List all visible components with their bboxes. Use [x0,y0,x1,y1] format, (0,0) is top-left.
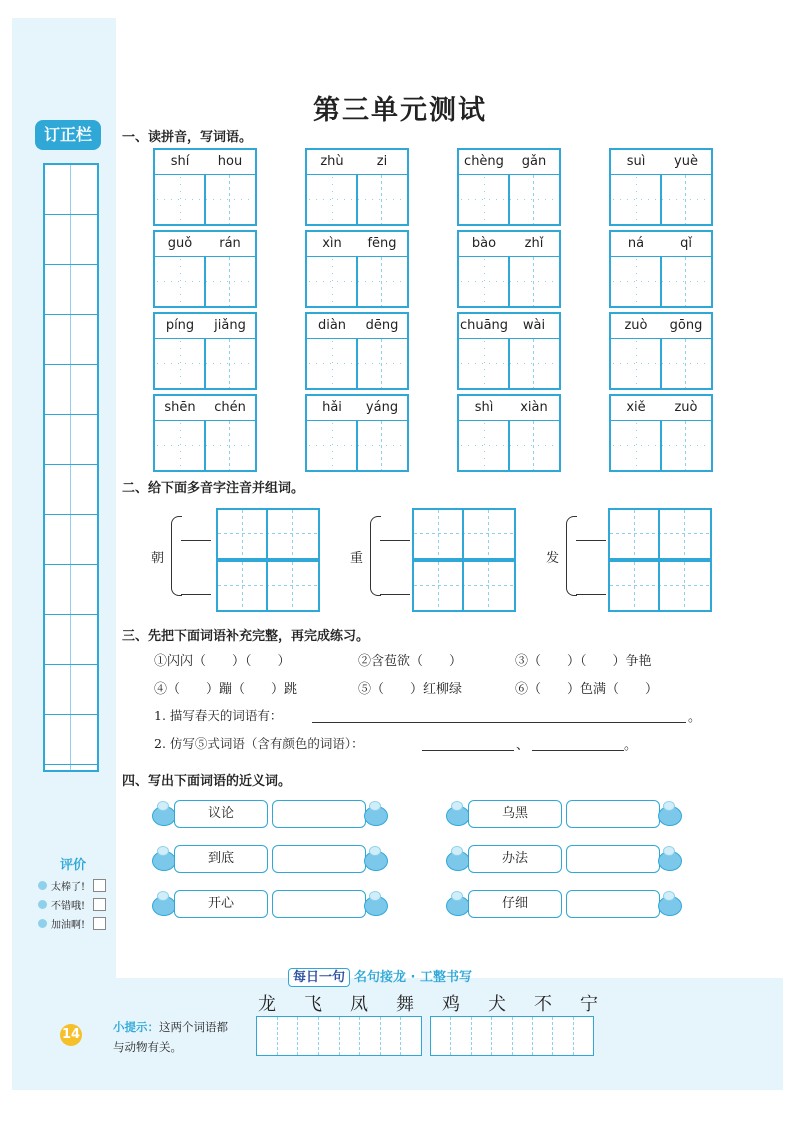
writing-cells[interactable] [611,257,711,306]
pinyin-writing-box[interactable] [609,394,713,472]
pinyin-row [307,314,407,339]
synonym-answer-box[interactable] [272,800,366,828]
pinyin-syllable: guǒ [167,236,193,251]
bee-icon [152,806,176,826]
hint-text-1: 这两个词语都 [159,1020,228,1034]
pinyin-syllable: fēng [367,236,397,251]
idiom-chars [258,990,598,1016]
pinyin-syllable: gōng [669,318,703,333]
writing-cells[interactable] [611,339,711,388]
pinyin-syllable: chuāng [459,318,509,333]
pinyin-blank[interactable] [380,540,410,541]
pinyin-syllable: dēng [365,318,399,333]
brace [370,516,381,596]
pinyin-row [155,232,255,257]
pinyin-row [307,232,407,257]
pinyin-syllable: zi [376,154,388,169]
question-2-end: 。 [624,738,638,753]
pinyin-row [611,232,711,257]
evaluation-title: 评价 [60,858,87,873]
pinyin-syllable: shì [474,400,494,415]
pinyin-row [307,150,407,175]
synonym-answer-box[interactable] [566,890,660,918]
synonym-word: 仔细 [468,890,562,918]
pinyin-syllable: shí [170,154,190,169]
pinyin-writing-box[interactable] [609,312,713,390]
word-writing-box[interactable] [216,508,320,560]
word-writing-box[interactable] [412,508,516,560]
writing-cells[interactable] [459,175,559,224]
pinyin-syllable: shēn [164,400,196,415]
pinyin-syllable: rán [219,236,241,251]
writing-cells[interactable] [307,175,407,224]
synonym-answer-box[interactable] [566,800,660,828]
exercise-item-1: ①闪闪（ ）（ ） [154,654,291,669]
exercise-item-2: ②含苞欲（ ） [358,654,463,669]
pinyin-syllable: zuò [674,400,698,415]
pinyin-writing-box[interactable] [305,312,409,390]
writing-cells[interactable] [155,175,255,224]
pinyin-row [611,150,711,175]
hint [113,1017,263,1057]
writing-cells[interactable] [307,339,407,388]
bee-icon [364,896,388,916]
writing-grid-right[interactable] [430,1016,594,1056]
pinyin-row [611,314,711,339]
pinyin-syllable: zhǐ [524,236,544,251]
pinyin-syllable: wài [522,318,546,333]
synonym-word: 乌黑 [468,800,562,828]
pinyin-syllable: xìn [322,236,342,251]
word-writing-box[interactable] [412,560,516,612]
pinyin-syllable: xiě [626,400,646,415]
pinyin-blank[interactable] [576,540,606,541]
answer-line-1[interactable] [312,722,686,723]
writing-cells[interactable] [155,257,255,306]
idiom-char: 舞 [396,994,414,1015]
pinyin-syllable: chèng [464,154,504,169]
pinyin-row [459,232,559,257]
pinyin-writing-box[interactable] [153,148,257,226]
pinyin-row [155,150,255,175]
pinyin-blank[interactable] [576,594,606,595]
pinyin-syllable: jiǎng [214,318,246,333]
pinyin-syllable: yuè [674,154,698,169]
bee-icon [446,896,470,916]
question-2-sep: 、 [516,738,530,753]
exercise-item-6: ⑥（ ）色满（ ） [515,682,659,697]
eval-checkbox[interactable] [93,898,106,911]
pinyin-writing-box[interactable] [305,394,409,472]
polyphone-char: 重 [350,551,364,566]
page-number: 14 [60,1024,82,1046]
word-writing-box[interactable] [608,560,712,612]
pinyin-writing-box[interactable] [153,230,257,308]
writing-cells[interactable] [611,421,711,470]
brace [171,516,182,596]
eval-option-1[interactable]: 太棒了! [38,878,106,893]
synonym-answer-box[interactable] [272,890,366,918]
pinyin-syllable: qǐ [680,236,692,251]
pinyin-syllable: zhù [320,154,344,169]
daily-tag-label: 每日一句 [288,968,350,987]
pinyin-writing-box[interactable] [305,230,409,308]
word-writing-box[interactable] [216,560,320,612]
pinyin-syllable: diàn [317,318,347,333]
idiom-char: 凤 [350,994,368,1015]
word-writing-box[interactable] [608,508,712,560]
pinyin-row [155,314,255,339]
pinyin-syllable: bào [471,236,497,251]
eval-checkbox[interactable] [93,917,106,930]
synonym-word: 到底 [174,845,268,873]
section-4-heading: 四、写出下面词语的近义词。 [122,774,292,789]
pinyin-row [307,396,407,421]
exercise-item-5: ⑤（ ）红柳绿 [358,682,463,697]
pinyin-writing-box[interactable] [609,230,713,308]
question-1-end: 。 [688,710,702,725]
pinyin-writing-box[interactable] [609,148,713,226]
idiom-char: 龙 [258,994,276,1015]
bee-icon [446,851,470,871]
idiom-char: 犬 [488,994,506,1015]
pinyin-syllable: gǎn [521,154,547,169]
idiom-char: 不 [534,994,552,1015]
writing-cells[interactable] [459,257,559,306]
pinyin-syllable: xiàn [520,400,548,415]
thumbs-up-icon [38,881,47,890]
synonym-answer-box[interactable] [272,845,366,873]
section-3-heading: 三、先把下面词语补充完整，再完成练习。 [122,629,370,644]
question-2: 2. 仿写⑤式词语（含有颜色的词语）： [154,736,364,751]
bee-icon [658,806,682,826]
question-1: 1. 描写春天的词语有： [154,708,283,723]
pinyin-blank[interactable] [181,594,211,595]
correction-grid[interactable] [43,163,99,772]
bee-icon [152,851,176,871]
bee-icon [658,896,682,916]
exercise-item-3: ③（ ）（ ）争艳 [515,654,652,669]
daily-sentence-tag [288,966,508,988]
idiom-char: 宁 [580,994,598,1015]
bee-icon [152,896,176,916]
pinyin-writing-box[interactable] [457,230,561,308]
pinyin-blank[interactable] [181,540,211,541]
answer-line-2a[interactable] [422,750,514,751]
hint-label: 小提示： [113,1020,159,1034]
pinyin-row [459,314,559,339]
pinyin-syllable: suì [626,154,646,169]
idiom-char: 鸡 [442,994,460,1015]
pinyin-syllable: ná [627,236,645,251]
eval-option-2[interactable]: 不错哦! [38,897,106,912]
pinyin-row [459,396,559,421]
ok-hand-icon [38,900,47,909]
polyphone-char: 朝 [151,551,165,566]
bee-icon [446,806,470,826]
polyphone-char: 发 [546,551,560,566]
pinyin-writing-box[interactable] [153,312,257,390]
eval-option-3[interactable]: 加油啊! [38,916,106,931]
bee-icon [364,851,388,871]
bee-icon [658,851,682,871]
pinyin-writing-box[interactable] [457,394,561,472]
writing-cells[interactable] [459,421,559,470]
pinyin-writing-box[interactable] [153,394,257,472]
bee-icon [364,806,388,826]
pinyin-row [611,396,711,421]
writing-cells[interactable] [611,175,711,224]
pinyin-writing-box[interactable] [457,148,561,226]
pinyin-syllable: hou [217,154,243,169]
pinyin-syllable: hǎi [322,400,342,415]
writing-cells[interactable] [307,257,407,306]
pinyin-syllable: yáng [365,400,399,415]
idiom-char: 飞 [304,994,322,1015]
exercise-item-4: ④（ ）蹦（ ）跳 [154,682,298,697]
answer-line-2b[interactable] [532,750,624,751]
pinyin-row [459,150,559,175]
pinyin-blank[interactable] [380,594,410,595]
pinyin-syllable: píng [165,318,195,333]
page-title: 第三单元测试 [313,95,487,126]
eval-checkbox[interactable] [93,879,106,892]
writing-cells[interactable] [155,339,255,388]
pinyin-syllable: chén [214,400,246,415]
daily-subtitle: 名句接龙 · 工整书写 [354,970,473,985]
synonym-word: 议论 [174,800,268,828]
synonym-word: 办法 [468,845,562,873]
writing-cells[interactable] [307,421,407,470]
writing-cells[interactable] [459,339,559,388]
synonym-answer-box[interactable] [566,845,660,873]
hint-text-2: 与动物有关。 [113,1040,182,1054]
pinyin-syllable: zuò [624,318,648,333]
synonym-word: 开心 [174,890,268,918]
brace [566,516,577,596]
pinyin-writing-box[interactable] [457,312,561,390]
correction-label: 订正栏 [35,120,101,150]
pinyin-row [155,396,255,421]
writing-grid-left[interactable] [256,1016,422,1056]
writing-cells[interactable] [155,421,255,470]
smile-icon [38,919,47,928]
pinyin-writing-box[interactable] [305,148,409,226]
section-1-heading: 一、读拼音，写词语。 [122,130,253,145]
section-2-heading: 二、给下面多音字注音并组词。 [122,481,305,496]
